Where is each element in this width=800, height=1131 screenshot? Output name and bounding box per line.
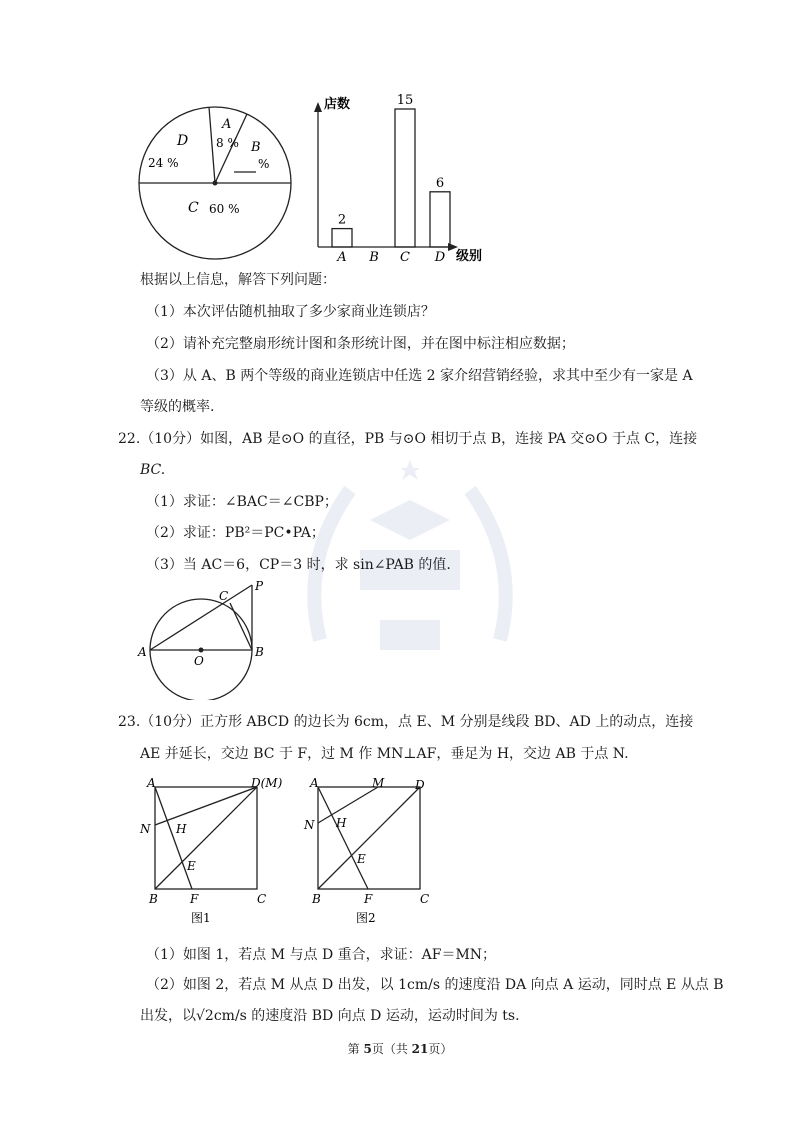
- fig1-label-d: D(M): [251, 776, 283, 790]
- fig2-label-e: E: [357, 852, 366, 866]
- q23-figure-2: [300, 775, 440, 930]
- q22-label-o: O: [194, 654, 204, 668]
- bar-y-label: 店数: [324, 97, 351, 112]
- fig1-label-h: H: [176, 822, 187, 836]
- bar-value-label-D: 6: [435, 175, 445, 191]
- diag-bd: [155, 787, 257, 889]
- page-footer: [0, 1040, 800, 1057]
- fig2-label-a: A: [310, 776, 319, 790]
- bar-A: [332, 229, 352, 247]
- q23-stem-line1: 23.（10分）正方形 ABCD 的边长为 6cm，点 E、M 分别是线段 BD、AD 上的动点，连接: [118, 714, 694, 730]
- fig1-label-b: B: [149, 892, 158, 906]
- q23-part2-line2: 出发，以√2cm/s 的速度沿 BD 向点 D 运动，运动时间为 ts.: [140, 1008, 520, 1024]
- fig1-label-e: E: [187, 859, 196, 873]
- q22-circle-diagram: [135, 580, 275, 700]
- bar-y-arrow: [314, 102, 322, 112]
- bar-C: [395, 109, 415, 247]
- footer-total-pages: 21: [411, 1042, 429, 1056]
- q22-part3: （3）当 AC＝6，CP＝3 时，求 sin∠PAB 的值.: [146, 557, 451, 573]
- bar-value-label-C: 15: [396, 93, 414, 108]
- q22-label-c: C: [219, 589, 229, 603]
- pie-label-c: C: [188, 200, 199, 216]
- pie-pct-a: 8 %: [216, 136, 239, 150]
- pie-pct-d: 24 %: [148, 156, 179, 170]
- fig2-label-h: H: [336, 816, 347, 830]
- bar-chart: [310, 90, 500, 270]
- q23-part2-line1: （2）如图 2，若点 M 从点 D 出发，以 1cm/s 的速度沿 DA 向点 A 运动，同时点 E 从点 B: [146, 977, 724, 993]
- q22-stem-line1: 22.（10分）如图，AB 是⊙O 的直径，PB 与⊙O 相切于点 B，连接 PA 交⊙O 于点 C，连接: [118, 431, 698, 447]
- footer-post: 页）: [428, 1042, 453, 1056]
- q22-stem-line2: BC.: [140, 462, 166, 478]
- bar-x-label: 级别: [456, 249, 483, 264]
- fig2-label-d: D: [415, 778, 425, 792]
- pie-label-b: B: [251, 140, 261, 155]
- pie-center-dot: [213, 181, 218, 186]
- q22-label-p: P: [255, 580, 264, 593]
- pie-chart: [130, 95, 300, 265]
- pie-slice-line-ad: [209, 107, 215, 183]
- diag-bd: [318, 787, 420, 889]
- bar-category-label-A: A: [337, 250, 347, 265]
- q21-part3-line1: （3）从 A、B 两个等级的商业连锁店中任选 2 家介绍营销经验，求其中至少有一家是 A: [146, 368, 693, 384]
- q21-intro: 根据以上信息，解答下列问题：: [140, 272, 336, 288]
- pie-label-d: D: [177, 133, 189, 149]
- fig2-label-f: F: [364, 892, 373, 906]
- fig2-label-m: M: [372, 776, 385, 790]
- bar-category-label-B: B: [369, 250, 379, 265]
- q23-stem-line2: AE 并延长，交边 BC 于 F，过 M 作 MN⊥AF，垂足为 H，交边 AB 于点 N.: [140, 746, 629, 762]
- footer-page-number: 5: [363, 1042, 372, 1056]
- pie-pct-c: 60 %: [209, 202, 240, 216]
- q22-center-o: [199, 648, 204, 653]
- footer-mid: 页（共: [371, 1042, 412, 1056]
- q21-part1: （1）本次评估随机抽取了多少家商业连锁店？: [146, 304, 435, 320]
- fig2-label-b: B: [312, 892, 321, 906]
- q22-label-a: A: [138, 645, 147, 659]
- q22-part2: （2）求证：PB²＝PC•PA；: [146, 525, 325, 541]
- pie-label-a: A: [222, 117, 232, 132]
- footer-pre: 第: [347, 1042, 364, 1056]
- line-af: [155, 787, 192, 889]
- fig2-label-c: C: [420, 892, 430, 906]
- bar-D: [430, 192, 450, 247]
- bar-value-label-A: 2: [337, 212, 347, 228]
- fig1-caption: 图1: [191, 911, 211, 925]
- fig1-label-n: N: [140, 822, 151, 836]
- fig1-label-a: A: [147, 776, 156, 790]
- q21-part2: （2）请补充完整扇形统计图和条形统计图，并在图中标注相应数据；: [146, 336, 575, 352]
- q21-part3-line2: 等级的概率.: [140, 399, 215, 415]
- pie-pct-b: %: [258, 157, 270, 171]
- q22-part1: （1）求证：∠BAC＝∠CBP；: [146, 494, 338, 510]
- line-af: [318, 787, 368, 889]
- q23-part1: （1）如图 1，若点 M 与点 D 重合，求证：AF＝MN；: [146, 947, 497, 963]
- q22-chord-bc: [230, 603, 252, 650]
- line-mn: [155, 787, 257, 825]
- fig1-label-f: F: [190, 892, 199, 906]
- bar-category-label-C: C: [400, 250, 410, 265]
- fig2-label-n: N: [304, 818, 315, 832]
- fig2-caption: 图2: [356, 911, 376, 925]
- q22-label-b: B: [255, 645, 264, 659]
- q23-figure-1: [135, 775, 300, 930]
- bar-category-label-D: D: [434, 250, 446, 265]
- fig1-label-c: C: [257, 892, 267, 906]
